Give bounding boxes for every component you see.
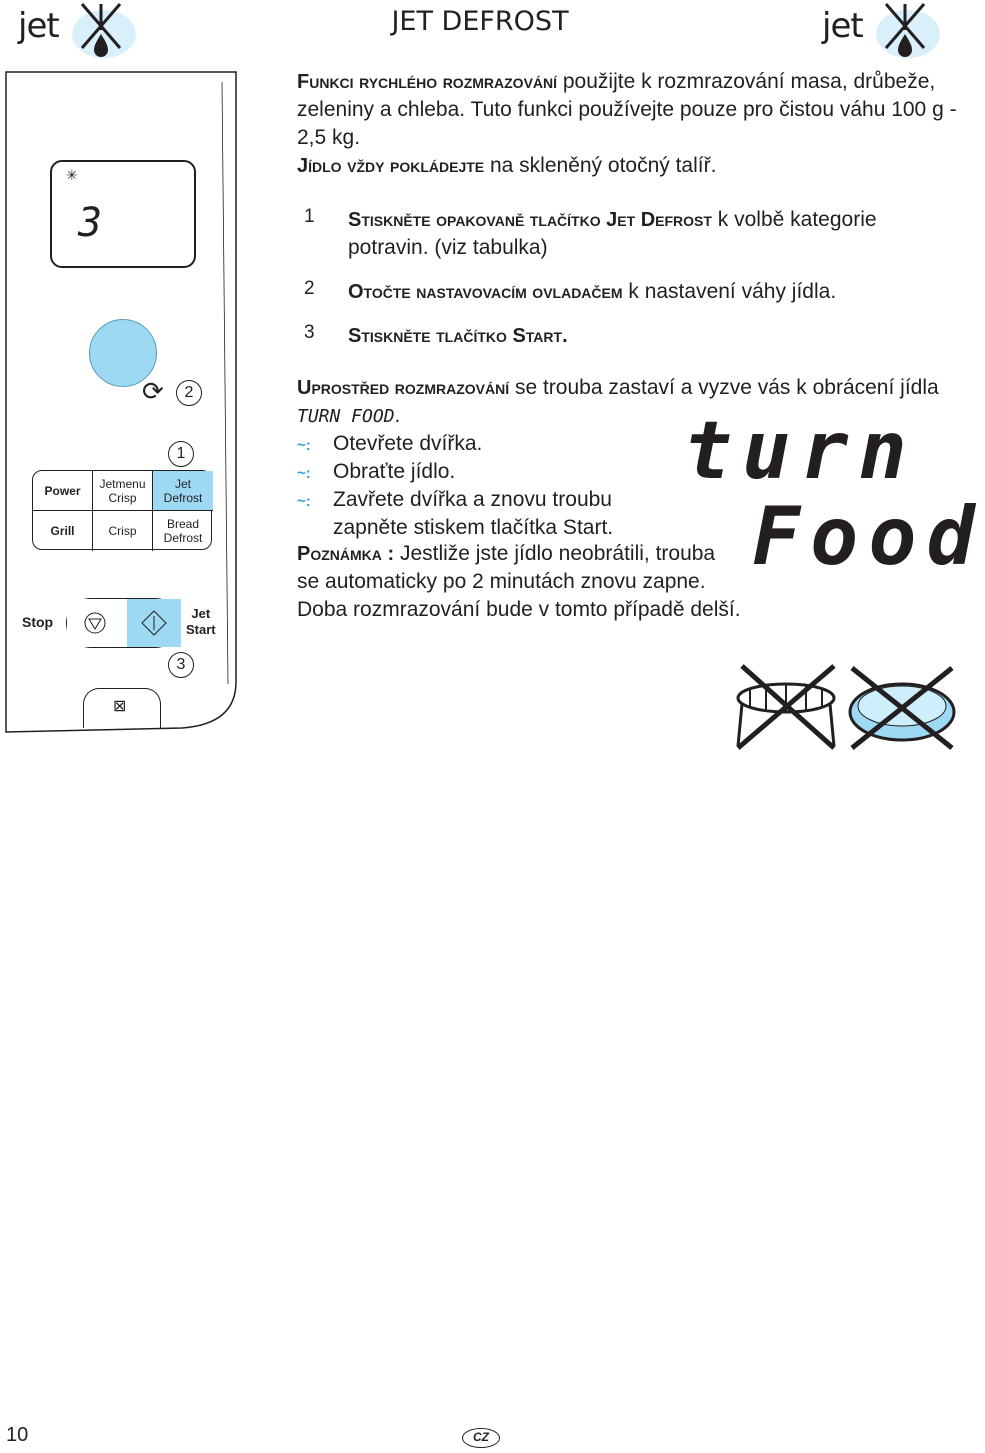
jet-defrost-button[interactable]: Jet Defrost [153,471,213,511]
function-button-grid [32,470,212,550]
crossed-accessories [730,660,958,752]
step-number: 3 [304,322,315,343]
stop-label: Stop [22,614,54,630]
display-digit: 3 [78,200,103,246]
jetmenu-crisp-button[interactable]: Jetmenu Crisp [93,471,153,511]
crisp-plate-icon [850,668,954,748]
lcd-display [50,160,196,268]
country-badge: CZ [462,1428,500,1448]
step-2-marker: 2 [176,380,202,406]
turn-food-paragraph: Uprostřed rozmrazování se trouba zastaví a vyzve vás k obrácení jídla TURN FOOD. [297,376,939,427]
page-number: 10 [6,1424,29,1446]
list-item: ~: Obraťte jídlo. [297,458,455,488]
wave-bullet-icon: ~: [297,465,311,482]
stop-button[interactable] [67,599,123,647]
grill-rack-icon [738,666,834,748]
stop-triangle-icon [67,599,123,647]
lcd-turn-word: turn [684,404,917,497]
jet-start-label: Jet Start [186,606,216,637]
step-number: 1 [304,206,315,227]
page-title: JET DEFROST [391,6,569,37]
wave-bullet-icon: ~: [297,437,311,454]
power-button[interactable]: Power [33,471,93,511]
note-paragraph: Poznámka : Jestliže jste jídlo neobrátili, trouba se automaticky po 2 minutách znovu zapne. Doba rozmrazování bude v tomto případě delší. [297,542,741,621]
bread-defrost-button[interactable]: Bread Defrost [163,517,203,545]
intro-paragraph: Funkci rychlého rozmrazování použijte k rozmrazování masa, drůbeže, zeleniny a chleba. Tuto funkci používejte pouze pro čistou váhu 100 g - 2,5 kg. Jídlo vždy pokládejte na skleněný otočný talíř. [297,70,957,177]
step-number: 2 [304,278,315,299]
jet-start-button[interactable] [123,599,181,647]
crisp-button[interactable]: Crisp [93,511,153,551]
snowflake-icon: ✳ [66,168,78,184]
logo-text: jet [18,6,59,46]
rotate-icon: ⟳ [142,377,164,407]
start-diamond-icon [127,599,181,647]
stop-start-pill [66,598,180,648]
list-item-continued: zapněte stiskem tlačítka Start. [333,516,614,539]
door-open-button[interactable] [83,688,161,728]
snowflake-drop-icon [872,0,942,66]
grill-button[interactable]: Grill [33,511,93,551]
jet-logo-right [822,0,942,70]
list-item: ~: Zavřete dvířka a znovu troubu [297,486,612,516]
step-3-marker: 3 [168,652,194,678]
logo-text: jet [822,6,863,46]
wave-bullet-icon: ~: [297,493,311,510]
door-icon: ⊠ [113,696,127,715]
step-1-marker: 1 [168,441,194,467]
lcd-food-word: Food [752,490,985,583]
list-item: ~: Otevřete dvířka. [297,430,482,460]
